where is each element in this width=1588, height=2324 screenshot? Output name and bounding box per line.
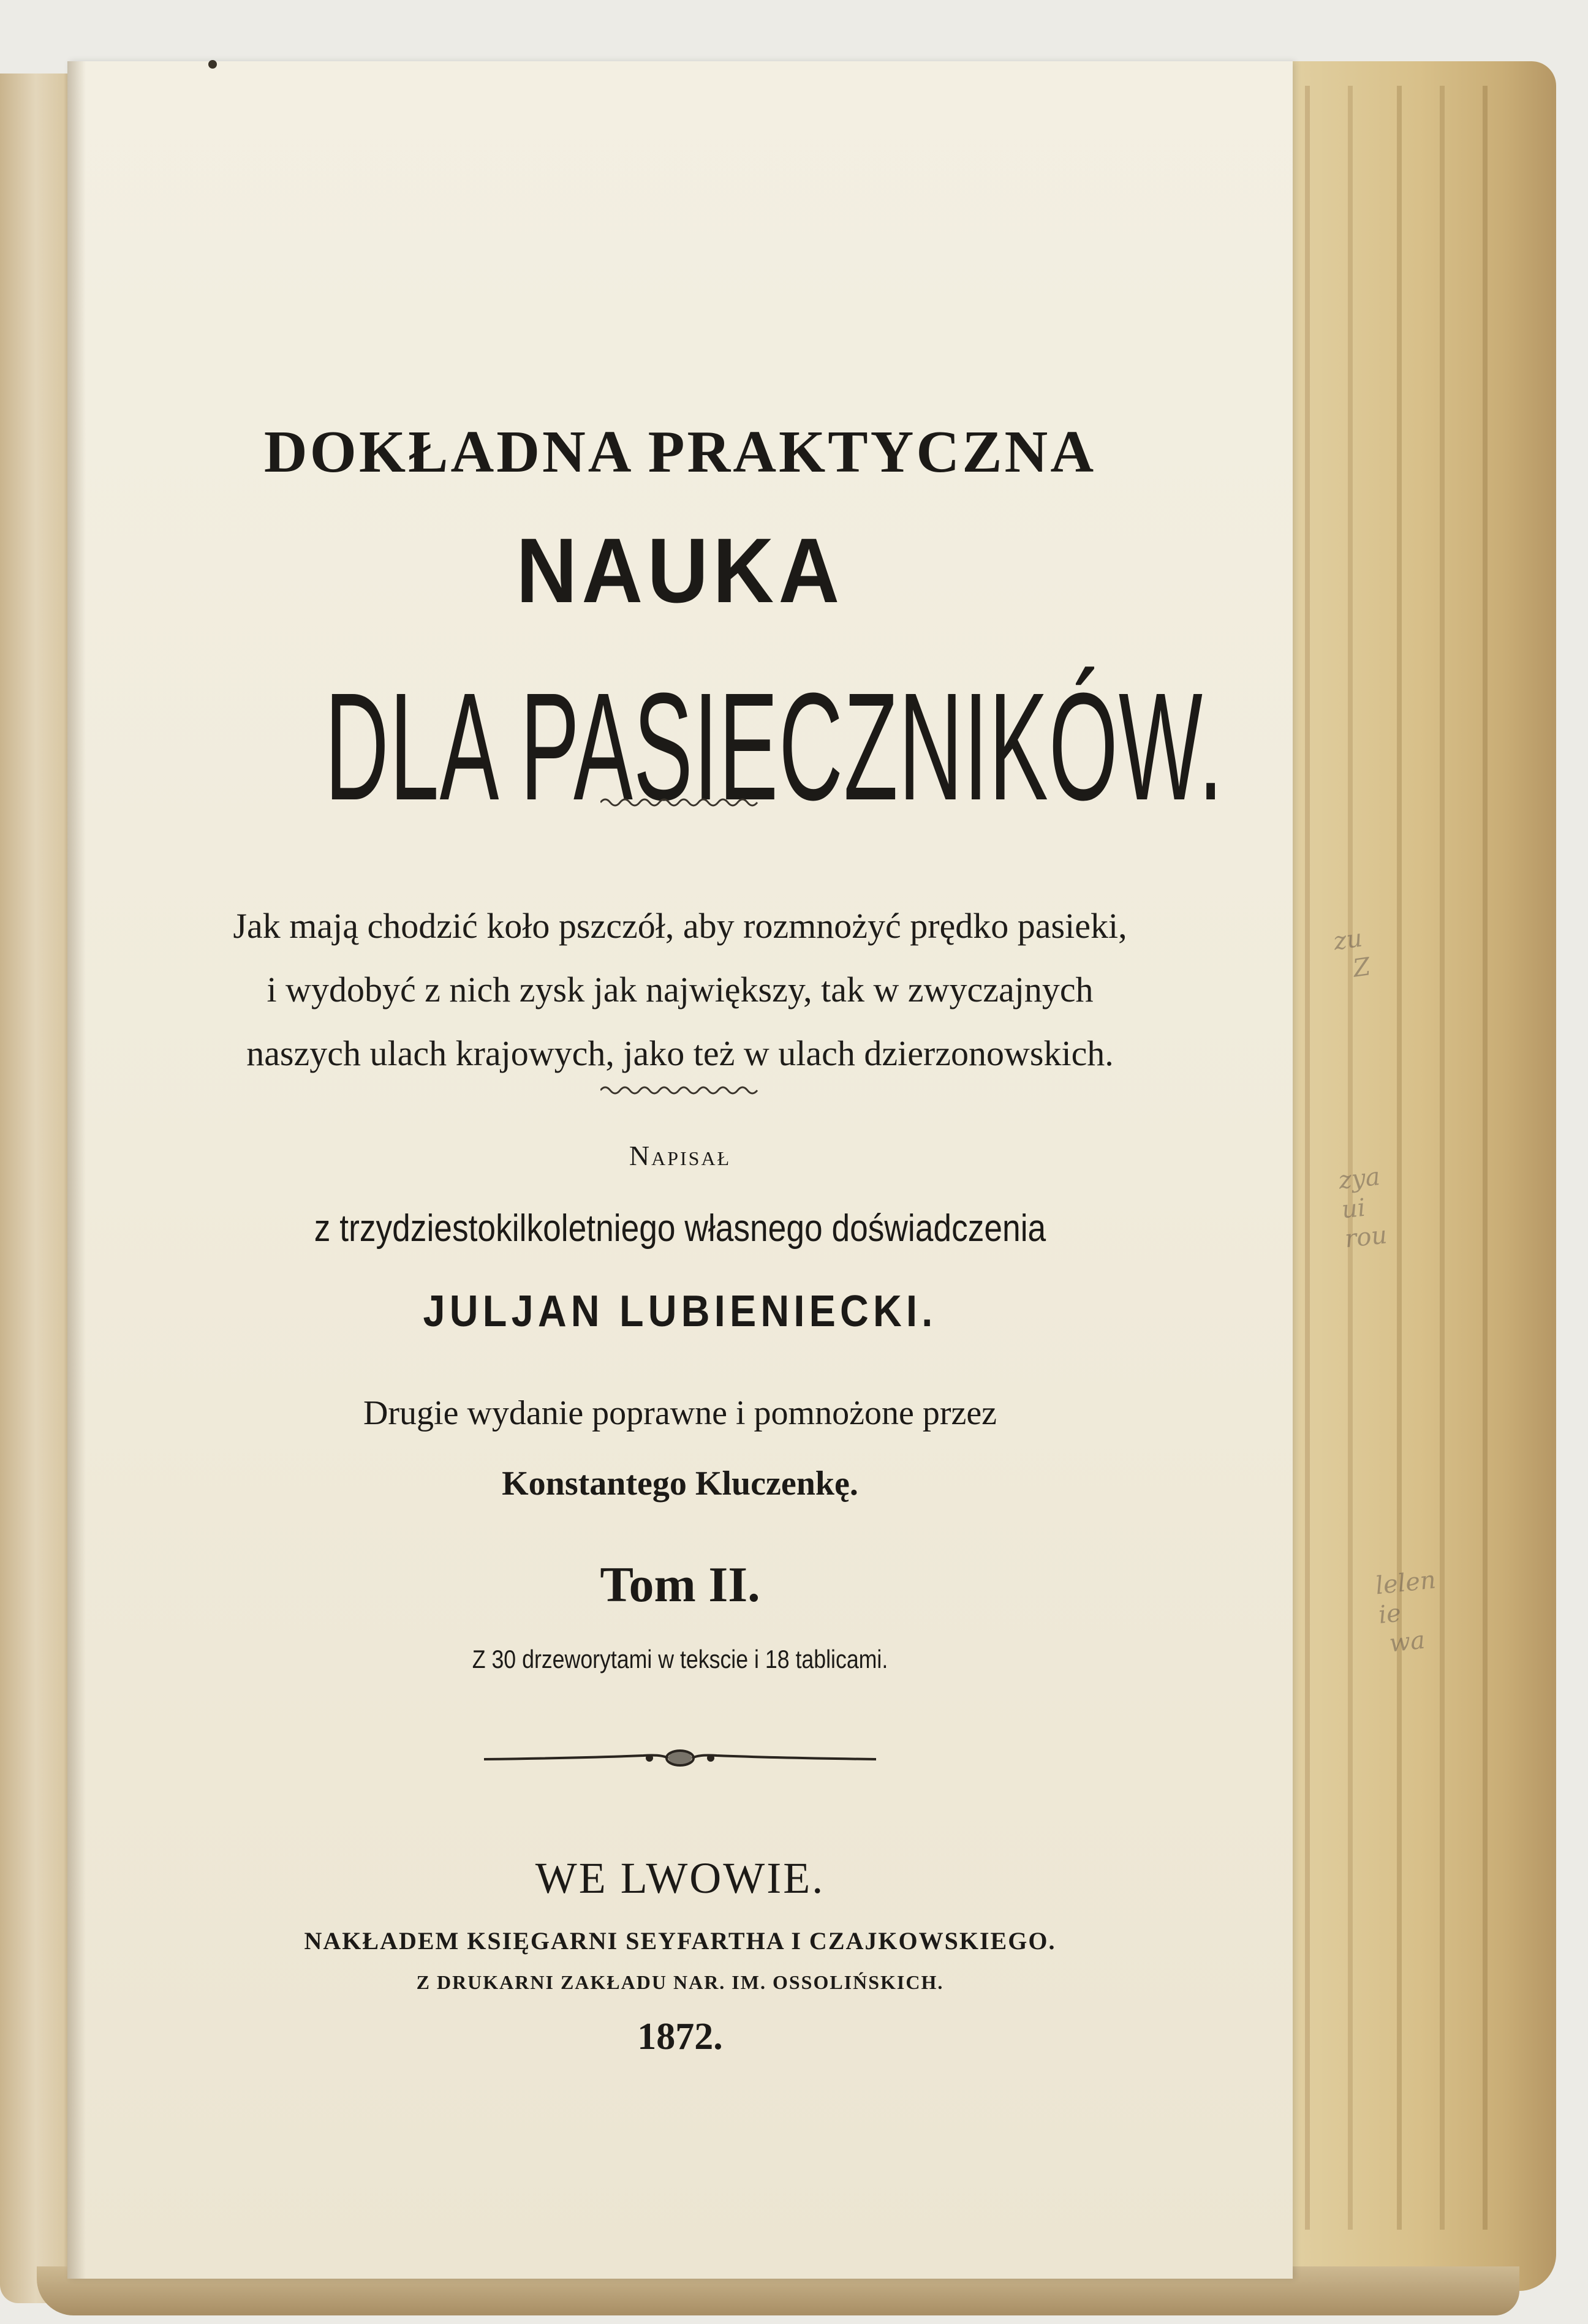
ornament-divider xyxy=(67,1740,1293,1779)
gutter-shadow xyxy=(67,61,86,2279)
handwritten-margin-note: zya ui rou xyxy=(1337,1162,1389,1254)
volume-label: Tom II. xyxy=(600,1556,760,1612)
wavy-rule-middle xyxy=(67,1081,1293,1103)
ink-spot xyxy=(208,60,217,69)
experience-line: z trzydziestokilkoletniego własnego doświadczenia xyxy=(314,1207,1046,1250)
title-page xyxy=(67,61,1293,2279)
subtitle-line: naszych ulach krajowych, jako też w ulach dzierzonowskich. xyxy=(246,1033,1114,1073)
handwritten-margin-note: lelen ie wa xyxy=(1374,1566,1437,1659)
illustrations-line: Z 30 drzeworytami w tekscie i 18 tablicami. xyxy=(472,1645,888,1673)
subtitle-line: i wydobyć z nich zysk jak największy, tak w zwyczajnych xyxy=(267,970,1094,1009)
title-line-2: NAUKA xyxy=(516,519,844,622)
handwritten-margin-note: zu Z xyxy=(1331,924,1372,986)
city-line: WE LWOWIE. xyxy=(535,1854,825,1903)
subtitle-paragraph xyxy=(67,894,1293,1085)
wavy-rule-top xyxy=(67,793,1293,815)
napisal-label: Napisał xyxy=(629,1140,732,1171)
printer-line: Z DRUKARNI ZAKŁADU NAR. IM. OSSOLIŃSKICH. xyxy=(416,1971,944,1993)
editor-name: Konstantego Kluczenkę. xyxy=(502,1465,858,1503)
author-name: JULJAN LUBIENIECKI. xyxy=(423,1287,937,1336)
edition-line: Drugie wydanie poprawne i pomnożone przez xyxy=(363,1394,997,1432)
year-line: 1872. xyxy=(637,2016,723,2058)
title-line-3: DLA PASIECZNIKÓW. xyxy=(325,661,1224,832)
publisher-line: NAKŁADEM KSIĘGARNI SEYFARTHA I CZAJKOWSKIEGO. xyxy=(304,1927,1056,1955)
title-line-1: DOKŁADNA PRAKTYCZNA xyxy=(263,419,1097,485)
subtitle-line: Jak mają chodzić koło pszczół, aby rozmnożyć prędko pasieki, xyxy=(233,906,1127,946)
